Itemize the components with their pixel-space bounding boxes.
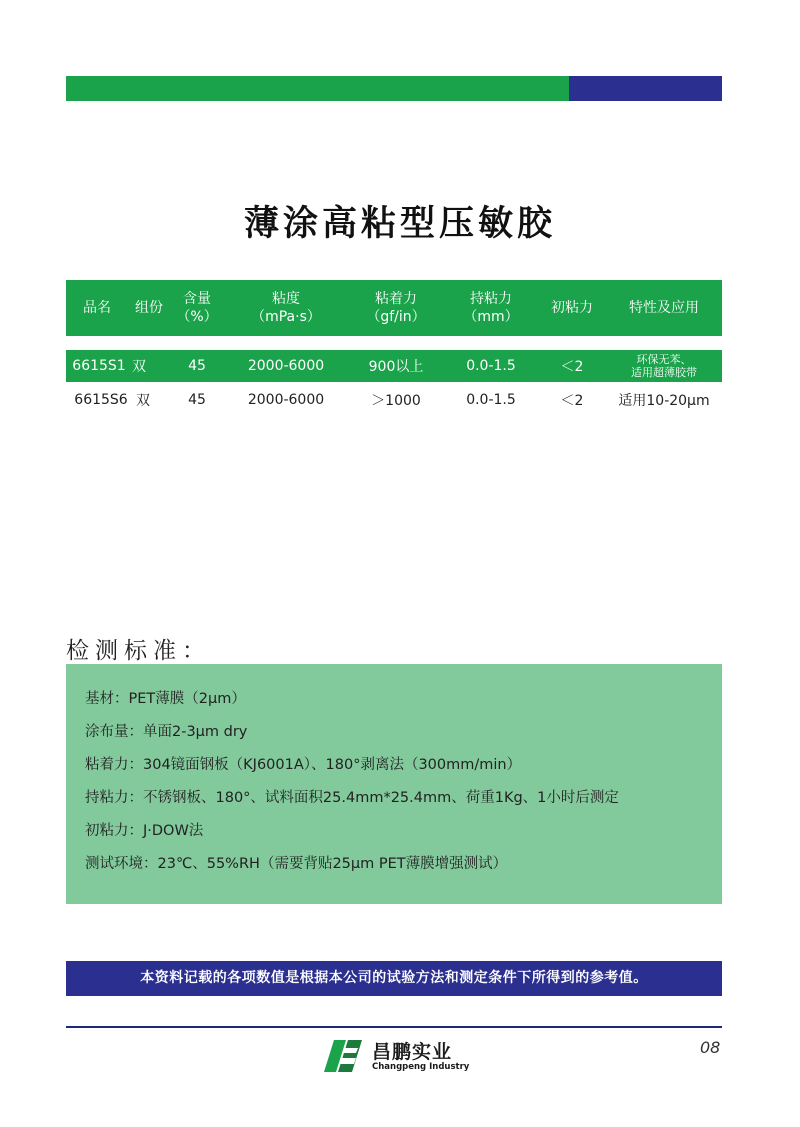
table-header — [66, 280, 722, 336]
row-holding: 0.0-1.5 — [466, 392, 516, 408]
top-bar-navy — [569, 76, 722, 101]
row-component: 双 — [132, 359, 146, 375]
notice-banner: 本资料记载的各项数值是根据本公司的试验方法和测定条件下所得到的参考值。 — [66, 961, 722, 996]
row-viscosity: 2000-6000 — [247, 358, 325, 374]
row-adhesion: ＞1000 — [371, 393, 421, 409]
test-line-tack: 初粘力：J·DOW法 — [85, 823, 204, 839]
company-name-en: Changpeng Industry — [372, 1062, 470, 1072]
test-line-holding: 持粘力：不锈钢板、180°、试料面积25.4mm*25.4mm、荷重1Kg、1小时后测定 — [85, 790, 619, 806]
test-line-substrate: 基材：PET薄膜（2μm） — [85, 691, 246, 707]
company-logo — [322, 1036, 482, 1076]
table-row — [66, 384, 722, 416]
row-application: 环保无苯、 适用超薄胶带 — [631, 353, 697, 379]
row-content: 45 — [188, 358, 206, 374]
test-standard-box — [66, 664, 722, 904]
header-application: 特性及应用 — [629, 300, 699, 316]
changpeng-logo-icon — [322, 1036, 364, 1074]
header-adhesion: 粘着力 （gf/in） — [366, 291, 426, 325]
test-line-coating: 涂布量：单面2-3μm dry — [85, 724, 248, 740]
row-name: 6615S6 — [74, 392, 128, 408]
page-number: 08 — [700, 1038, 721, 1057]
test-line-adhesion: 粘着力：304镜面钢板（KJ6001A）、180°剥离法（300mm/min） — [85, 757, 522, 773]
top-color-bar — [66, 76, 722, 101]
header-viscosity: 粘度 （mPa·s） — [251, 291, 321, 325]
row-content: 45 — [188, 392, 206, 408]
header-content: 含量 （%） — [176, 291, 218, 325]
test-line-environment: 测试环境：23℃、55%RH（需要背贴25μm PET薄膜增强测试） — [85, 856, 508, 872]
footer-divider — [66, 1026, 722, 1028]
test-standard-title: 检测标准： — [66, 638, 211, 664]
row-adhesion: 900以上 — [368, 359, 424, 375]
row-component: 双 — [136, 393, 150, 409]
page-title: 薄涂高粘型压敏胶 — [243, 204, 556, 244]
header-component: 组份 — [135, 300, 163, 316]
row-tack: ＜2 — [560, 359, 584, 375]
header-holding: 持粘力 （mm） — [463, 291, 519, 325]
row-name: 6615S1 — [72, 358, 126, 374]
header-tack: 初粘力 — [551, 300, 593, 316]
row-viscosity: 2000-6000 — [247, 392, 325, 408]
header-name: 品名 — [83, 300, 111, 316]
table-row — [66, 350, 722, 382]
row-holding: 0.0-1.5 — [466, 358, 516, 374]
company-name-cn: 昌鹏实业 — [372, 1041, 453, 1063]
row-application: 适用10-20μm — [618, 393, 710, 409]
row-tack: ＜2 — [560, 393, 584, 409]
top-bar-green — [66, 76, 569, 101]
